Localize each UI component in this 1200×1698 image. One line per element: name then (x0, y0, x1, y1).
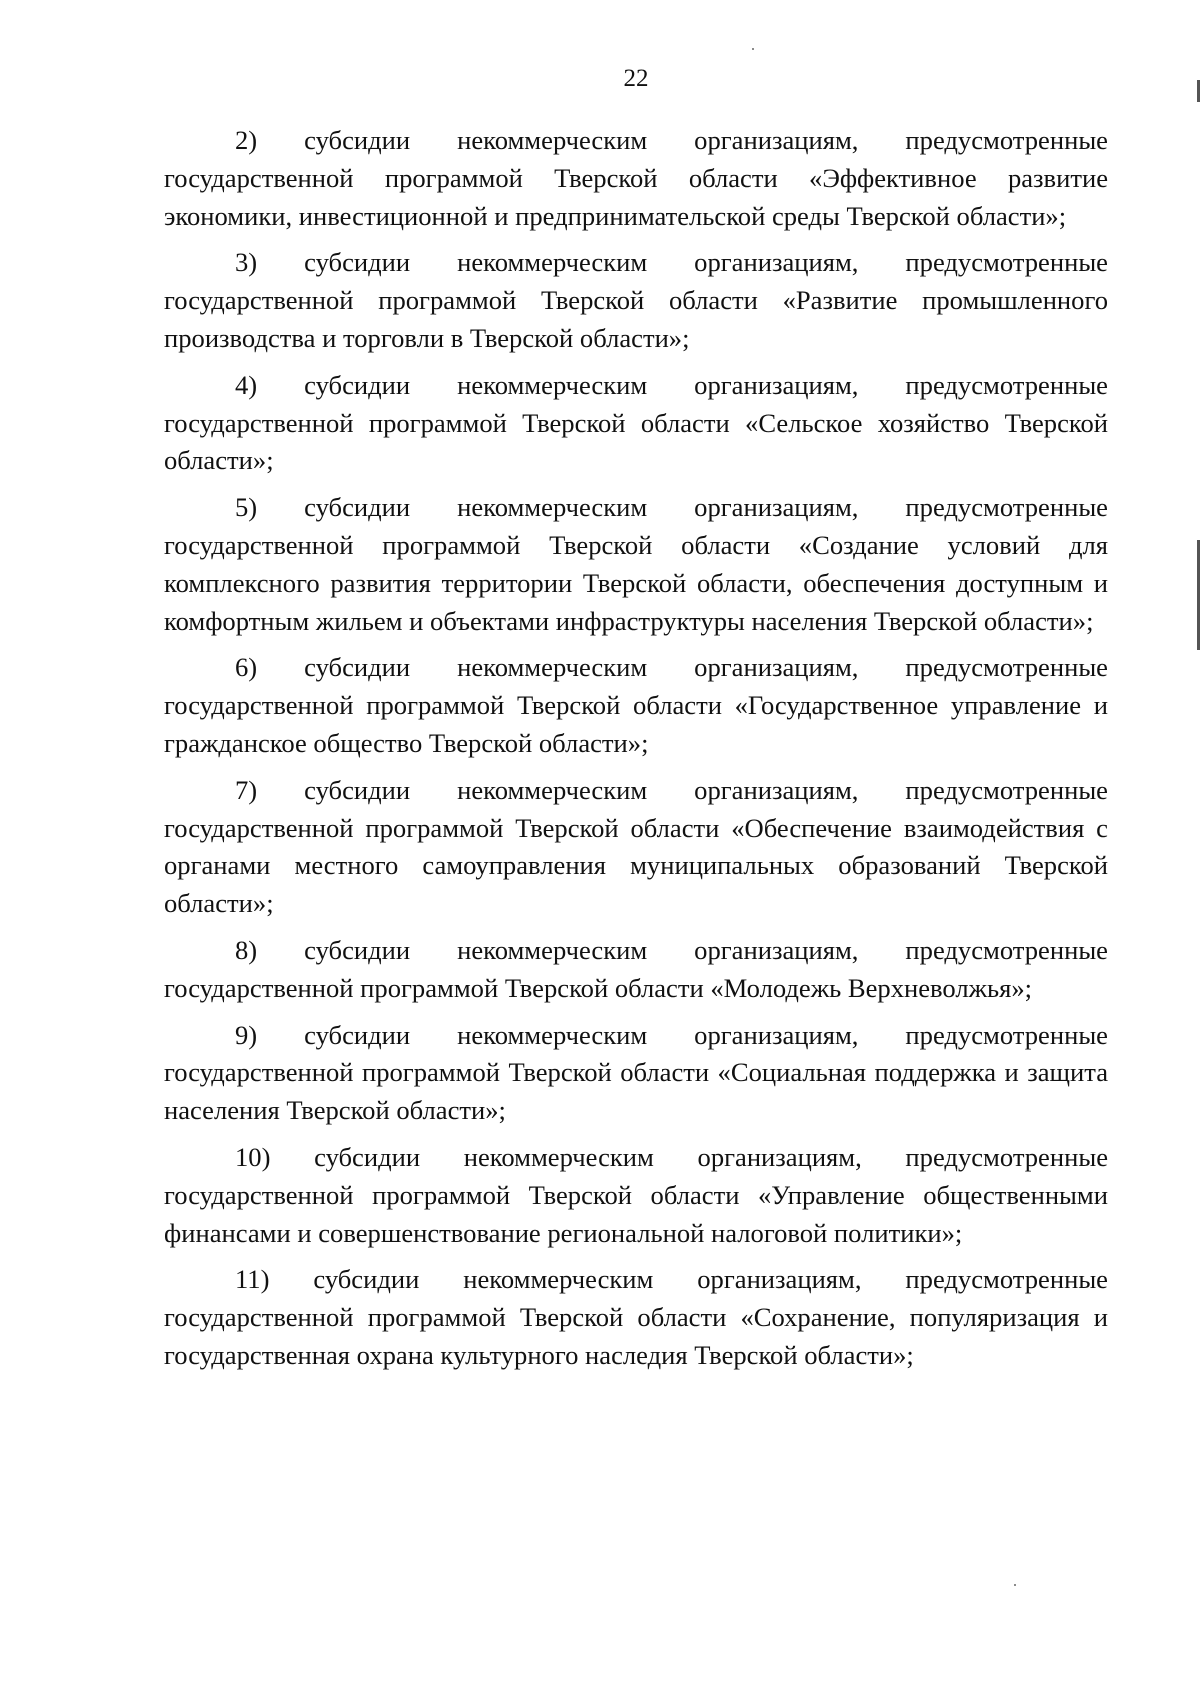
item-text: субсидии некоммерческим организациям, предусмотренные государственной программой Тверской области «Сельское хозяйство Тверской области»; (164, 369, 1108, 476)
item-text: субсидии некоммерческим организациям, предусмотренные государственной программой Тверской области «Сохранение, популяризация и государственная охрана культурного наследия Тверской области»; (164, 1264, 1108, 1370)
item-text: субсидии некоммерческим организациям, предусмотренные государственной программой Тверской области «Социальная поддержка и защита населения Тверской области»; (164, 1019, 1108, 1126)
item-text: субсидии некоммерческим организациям, предусмотренные государственной программой Тверской области «Создание условий для комплексного развития территории Тверской области, обеспечения доступным и комфортным жильем и объектами инфраструктуры населения Тверской области»; (164, 492, 1108, 636)
list-item (164, 1139, 1108, 1252)
list-item (164, 649, 1108, 762)
item-number: 4) (235, 369, 258, 400)
item-number: 10) (235, 1141, 271, 1172)
item-text: субсидии некоммерческим организациям, предусмотренные государственной программой Тверской области «Государственное управление и гражданское общество Тверской области»; (164, 652, 1108, 758)
list-item (164, 244, 1108, 357)
item-number: 11) (235, 1264, 270, 1295)
list-item (164, 1261, 1108, 1374)
item-number: 8) (235, 934, 258, 965)
list-item (164, 122, 1108, 235)
item-text: субсидии некоммерческим организациям, предусмотренные государственной программой Тверской области «Эффективное развитие экономики, инвестиционной и предпринимательской среды Тверской области»; (164, 125, 1108, 231)
item-number: 3) (235, 247, 258, 278)
scan-speck (1014, 1584, 1016, 1586)
list-item (164, 932, 1108, 1008)
list-item (164, 1017, 1108, 1130)
list-item (164, 772, 1108, 923)
list-item (164, 367, 1108, 480)
item-text: субсидии некоммерческим организациям, предусмотренные государственной программой Тверской области «Молодежь Верхневолжья»; (164, 934, 1108, 1003)
item-number: 7) (235, 774, 258, 805)
list-item (164, 489, 1108, 640)
item-number: 2) (235, 125, 258, 155)
item-text: субсидии некоммерческим организациям, предусмотренные государственной программой Тверской области «Управление общественными финансами и совершенствование региональной налоговой политики»; (164, 1141, 1109, 1248)
item-text: субсидии некоммерческим организациям, предусмотренные государственной программой Тверской области «Обеспечение взаимодействия с органами местного самоуправления муниципальных образований Тверской области»; (164, 774, 1108, 919)
item-number: 9) (235, 1019, 258, 1050)
item-number: 5) (235, 492, 258, 523)
scan-speck (752, 48, 754, 50)
item-text: субсидии некоммерческим организациям, предусмотренные государственной программой Тверской области «Развитие промышленного производства и торговли в Тверской области»; (164, 247, 1108, 353)
document-body (164, 122, 1108, 1384)
item-number: 6) (235, 652, 258, 683)
page-number: 22 (623, 65, 649, 92)
